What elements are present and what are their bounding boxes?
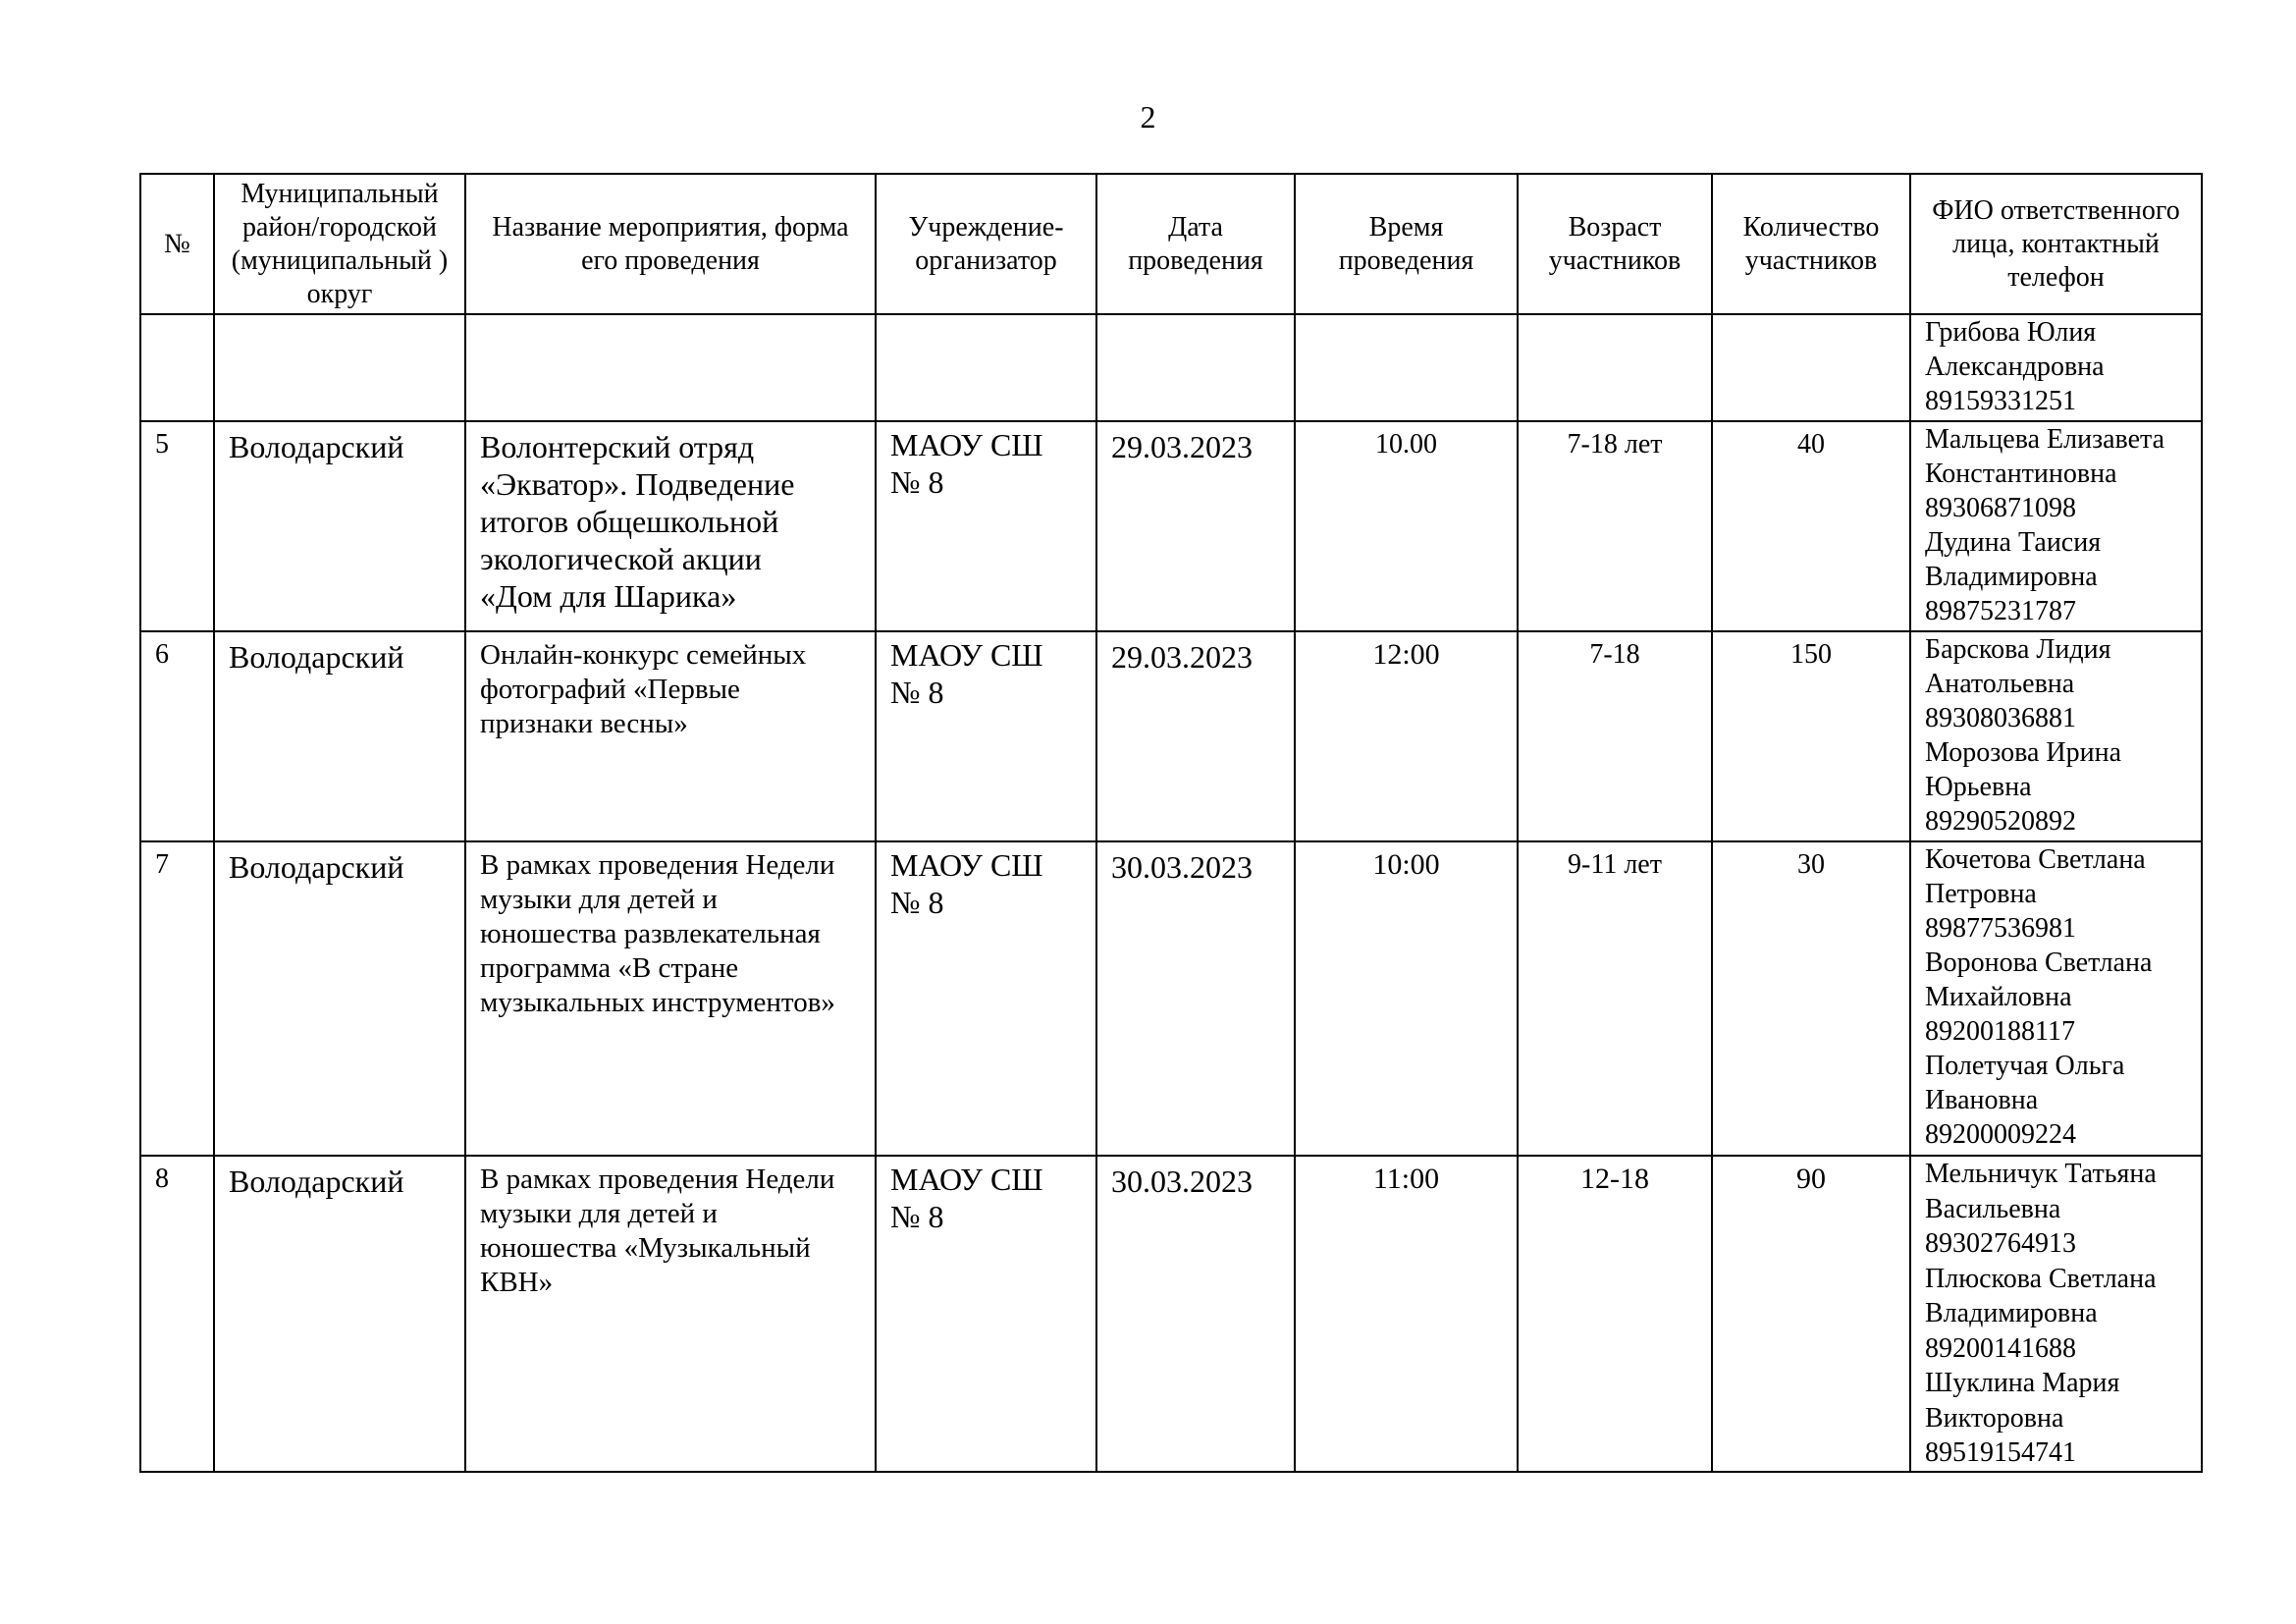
table-row — [140, 1156, 2202, 1472]
date-cell: 30.03.2023 — [1096, 841, 1295, 1156]
event-cell: Волонтерский отряд «Экватор». Подведение итогов общешкольной экологической акции «Дом для Шарика» — [465, 421, 876, 631]
district-cell: Володарский — [214, 631, 465, 841]
continuation-row — [140, 314, 2202, 421]
age-cell: 9-11 лет — [1518, 841, 1712, 1156]
time-cell: 10:00 — [1295, 841, 1518, 1156]
time-cell: 12:00 — [1295, 631, 1518, 841]
time-cell: 10.00 — [1295, 421, 1518, 631]
table-cell — [1096, 314, 1295, 421]
table-cell — [1712, 314, 1910, 421]
organizer-cell: МАОУ СШ № 8 — [876, 841, 1096, 1156]
header-row — [140, 174, 2202, 314]
header-count: Количество участников — [1712, 174, 1910, 314]
age-cell: 7-18 лет — [1518, 421, 1712, 631]
event-cell: В рамках проведения Недели музыки для детей и юношества «Музыкальный КВН» — [465, 1156, 876, 1472]
contact-cell: Мальцева Елизавета Константиновна 89306871098 Дудина Таисия Владимировна 89875231787 — [1910, 421, 2202, 631]
row-number: 5 — [140, 421, 214, 631]
page-number: 2 — [1140, 99, 1156, 135]
contact-cell: Барскова Лидия Анатольевна 89308036881 Морозова Ирина Юрьевна 89290520892 — [1910, 631, 2202, 841]
table-row — [140, 841, 2202, 1156]
count-cell: 150 — [1712, 631, 1910, 841]
district-cell: Володарский — [214, 421, 465, 631]
table-cell — [214, 314, 465, 421]
table-row — [140, 631, 2202, 841]
header-time: Время проведения — [1295, 174, 1518, 314]
header-age: Возраст участников — [1518, 174, 1712, 314]
table-cell — [876, 314, 1096, 421]
contact-cell: Кочетова Светлана Петровна 89877536981 Воронова Светлана Михайловна 89200188117 Полетучая Ольга Ивановна 89200009224 — [1910, 841, 2202, 1156]
header-contact: ФИО ответственного лица, контактный телефон — [1910, 174, 2202, 314]
header-organizer: Учреждение-организатор — [876, 174, 1096, 314]
time-cell: 11:00 — [1295, 1156, 1518, 1472]
event-cell: В рамках проведения Недели музыки для детей и юношества развлекательная программа «В стране музыкальных инструментов» — [465, 841, 876, 1156]
count-cell: 30 — [1712, 841, 1910, 1156]
header-event: Название мероприятия, форма его проведения — [465, 174, 876, 314]
table-cell — [140, 314, 214, 421]
table-cell — [465, 314, 876, 421]
header-num: № — [140, 174, 214, 314]
age-cell: 12-18 — [1518, 1156, 1712, 1472]
organizer-cell: МАОУ СШ № 8 — [876, 1156, 1096, 1472]
organizer-cell: МАОУ СШ № 8 — [876, 421, 1096, 631]
count-cell: 90 — [1712, 1156, 1910, 1472]
header-district: Муниципальный район/городской (муниципальный ) округ — [214, 174, 465, 314]
age-cell: 7-18 — [1518, 631, 1712, 841]
event-cell: Онлайн-конкурс семейных фотографий «Первые признаки весны» — [465, 631, 876, 841]
date-cell: 29.03.2023 — [1096, 631, 1295, 841]
row-number: 6 — [140, 631, 214, 841]
table-cell — [1518, 314, 1712, 421]
header-date: Дата проведения — [1096, 174, 1295, 314]
date-cell: 30.03.2023 — [1096, 1156, 1295, 1472]
district-cell: Володарский — [214, 841, 465, 1156]
table-row — [140, 421, 2202, 631]
district-cell: Володарский — [214, 1156, 465, 1472]
row-number: 7 — [140, 841, 214, 1156]
contact-cell: Грибова Юлия Александровна 89159331251 — [1910, 314, 2202, 421]
date-cell: 29.03.2023 — [1096, 421, 1295, 631]
events-table — [139, 173, 2203, 1473]
row-number: 8 — [140, 1156, 214, 1472]
organizer-cell: МАОУ СШ № 8 — [876, 631, 1096, 841]
count-cell: 40 — [1712, 421, 1910, 631]
table-cell — [1295, 314, 1518, 421]
contact-cell: Мельничук Татьяна Васильевна 89302764913 Плюскова Светлана Владимировна 89200141688 Шуклина Мария Викторовна 89519154741 — [1910, 1156, 2202, 1472]
